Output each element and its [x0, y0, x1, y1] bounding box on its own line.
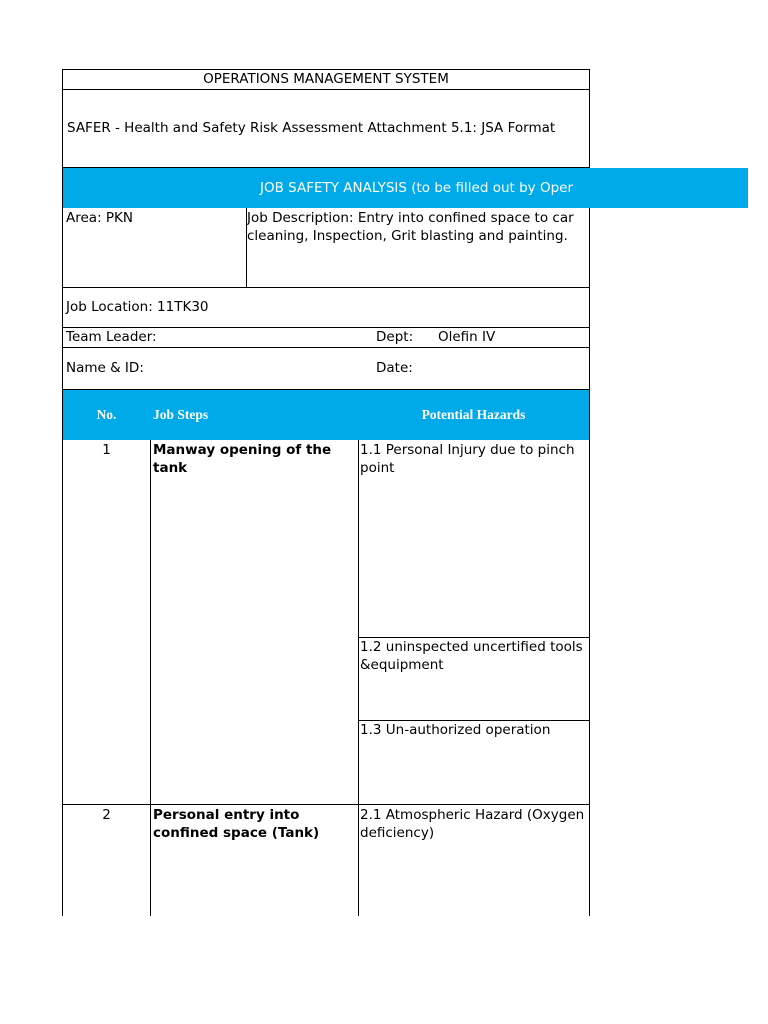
table-row-1-hazard-3: 1.3 Un-authorized operation — [358, 720, 590, 805]
date-label: Date: — [376, 360, 413, 376]
table-row-1-hazard-1: 1.1 Personal Injury due to pinch point — [358, 440, 590, 638]
jsa-banner: JOB SAFETY ANALYSIS (to be filled out by Oper — [62, 168, 748, 208]
area-cell: Area: PKN — [62, 208, 247, 288]
system-title: OPERATIONS MANAGEMENT SYSTEM — [62, 69, 590, 90]
team-leader-row — [62, 328, 590, 348]
job-description-text: Job Description: Entry into confined space to car cleaning, Inspection, Grit blasting and painting. — [247, 210, 574, 244]
column-header-no: No. — [62, 390, 151, 440]
table-row-2-no: 2 — [62, 805, 151, 916]
document-title: SAFER - Health and Safety Risk Assessment Attachment 5.1: JSA Format — [62, 90, 590, 168]
name-date-row — [62, 348, 590, 390]
dept-value: Olefin IV — [438, 329, 496, 345]
table-row-1-hazard-2: 1.2 uninspected uncertified tools &equipment — [358, 637, 590, 721]
job-description-cell — [246, 208, 590, 288]
table-row-1-step: Manway opening of the tank — [150, 440, 359, 805]
dept-label: Dept: — [376, 329, 414, 345]
team-leader-label: Team Leader: — [66, 329, 157, 345]
column-header-job-steps: Job Steps — [150, 390, 359, 440]
name-id-label: Name & ID: — [66, 360, 144, 376]
table-row-2-step: Personal entry into confined space (Tank) — [150, 805, 359, 916]
table-row-2-hazard-1: 2.1 Atmospheric Hazard (Oxygen deficiency) — [358, 805, 590, 916]
column-header-potential-hazards: Potential Hazards — [358, 390, 590, 440]
banner-left-border — [62, 168, 63, 208]
table-row-1-no: 1 — [62, 440, 151, 805]
job-location-cell: Job Location: 11TK30 — [62, 288, 590, 328]
